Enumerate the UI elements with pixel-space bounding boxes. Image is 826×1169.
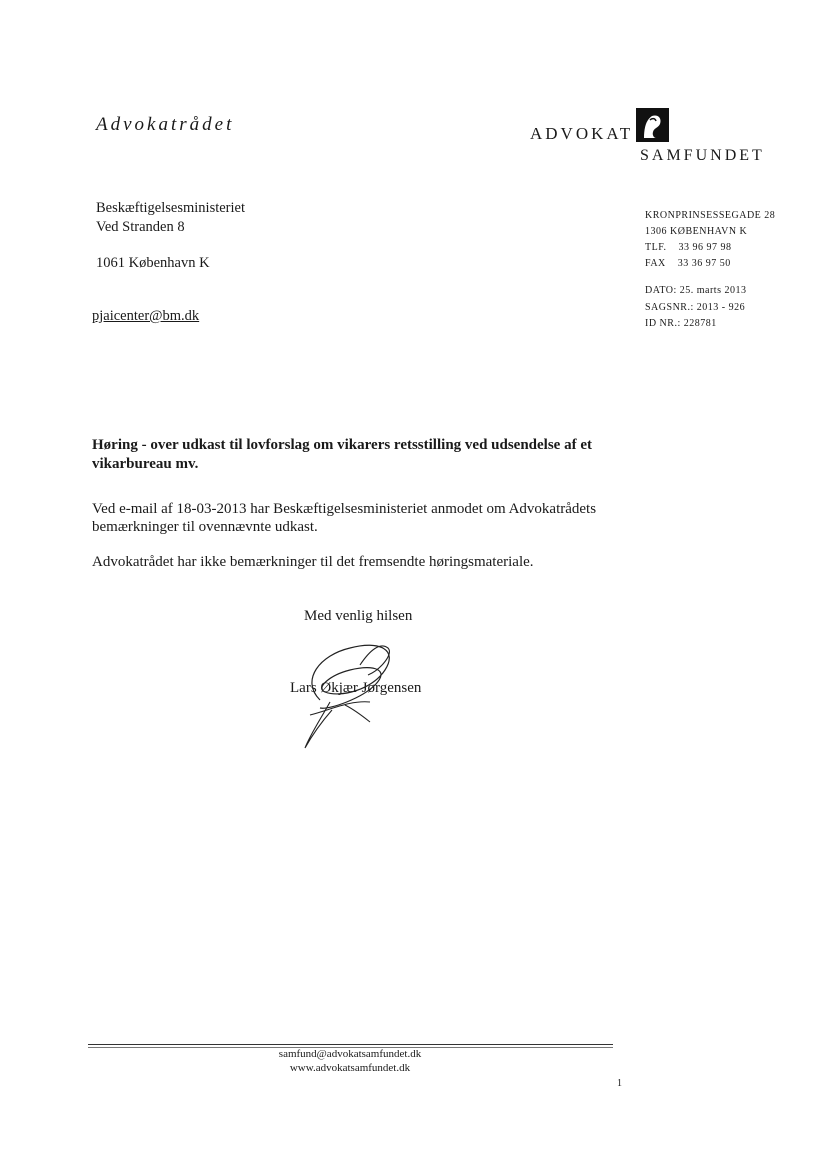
sender-city: 1306 KØBENHAVN K: [645, 226, 748, 237]
sender-street: KRONPRINSESSEGADE 28: [645, 210, 776, 221]
letter-date: DATO: 25. marts 2013: [645, 285, 747, 296]
recipient-email-link[interactable]: pjaicenter@bm.dk: [92, 308, 200, 324]
organization-name: Advokatrådet: [96, 114, 235, 135]
page-number: 1: [617, 1078, 622, 1089]
logo-text-top: ADVOKAT: [530, 124, 634, 143]
letter-paragraph-1: Ved e-mail af 18-03-2013 har Beskæftigelsesministeriet anmodet om Advokatrådets bemærkninger til ovennævnte udkast.: [92, 501, 597, 535]
sender-phone: TLF. 33 96 97 98: [645, 242, 732, 253]
sender-fax: FAX 33 36 97 50: [645, 258, 731, 269]
id-number: ID NR.: 228781: [645, 318, 717, 329]
case-number: SAGSNR.: 2013 - 926: [645, 302, 746, 313]
letter-paragraph-2: Advokatrådet har ikke bemærkninger til det fremsendte høringsmateriale.: [92, 554, 534, 570]
footer-email[interactable]: samfund@advokatsamfundet.dk: [278, 1048, 422, 1060]
letter-subject: Høring - over udkast til lovforslag om vikarers retsstilling ved udsendelse af et vikarbureau mv.: [92, 437, 592, 472]
recipient-street: Ved Stranden 8: [96, 219, 185, 235]
footer-divider: [88, 1044, 613, 1045]
logo-text-bottom: SAMFUNDET: [640, 147, 765, 164]
recipient-name: Beskæftigelsesministeriet: [96, 200, 246, 216]
handwritten-signature: [280, 630, 420, 760]
signer-name: Lars Økjær Jørgensen: [290, 680, 422, 696]
recipient-city: 1061 København K: [96, 255, 210, 271]
footer-website[interactable]: www.advokatsamfundet.dk: [289, 1062, 411, 1074]
logo-emblem-icon: [636, 108, 669, 142]
letter-closing: Med venlig hilsen: [304, 608, 413, 624]
